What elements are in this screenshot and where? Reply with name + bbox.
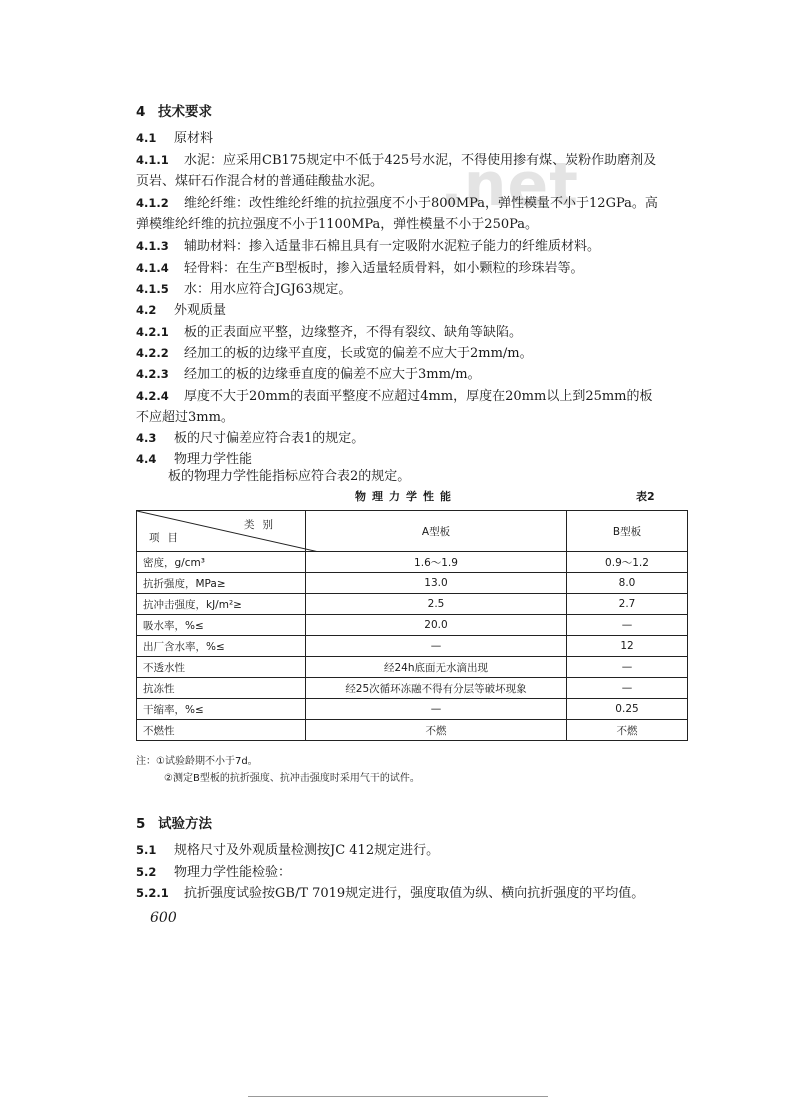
clause-number: 4.2.3 xyxy=(136,367,169,381)
clause-text: 轻骨料：在生产B型板时，掺入适量轻质骨料，如小颗粒的珍珠岩等。 xyxy=(184,261,584,276)
table-note-2: ②测定B型板的抗折强度、抗冲击强度时采用气干的试件。 xyxy=(164,773,420,784)
table-row xyxy=(137,657,688,678)
clause-number: 4.2.4 xyxy=(136,389,169,403)
row-item: 吸水率，%≤ xyxy=(137,615,306,636)
clause-4-1-2-line1 xyxy=(136,193,688,214)
clause-number: 4.3 xyxy=(136,431,157,445)
clause-number: 4.1.1 xyxy=(136,153,169,167)
diagonal-header-cell xyxy=(137,511,306,552)
table-title: 物理力学性能 xyxy=(355,490,457,503)
clause-number: 4.2 xyxy=(136,303,157,317)
section-4-heading xyxy=(136,100,212,120)
row-a-value: 经24h底面无水滴出现 xyxy=(306,657,567,678)
row-a-value: 13.0 xyxy=(306,573,567,594)
header-a-type: A型板 xyxy=(306,511,567,552)
row-a-value: 不燃 xyxy=(306,720,567,741)
row-b-value: — xyxy=(567,678,688,699)
properties-table xyxy=(136,510,688,741)
clause-4-2-4-line2: 不应超过3mm。 xyxy=(136,410,234,425)
clause-text: 物理力学性能检验： xyxy=(174,865,292,880)
clause-4-1-1-line1 xyxy=(136,150,688,171)
clause-text: 水泥：应采用CB175规定中不低于425号水泥，不得使用掺有煤、炭粉作助磨剂及 xyxy=(184,153,657,168)
clause-text: 厚度不大于20mm的表面平整度不应超过4mm，厚度在20mm以上到25mm的板 xyxy=(184,389,653,404)
clause-number: 5.2.1 xyxy=(136,886,169,900)
row-item: 不透水性 xyxy=(137,657,306,678)
section-title: 试验方法 xyxy=(158,816,212,832)
section-number: 5 xyxy=(136,816,146,832)
row-item: 干缩率，%≤ xyxy=(137,699,306,720)
row-b-value: 12 xyxy=(567,636,688,657)
clause-number: 5.1 xyxy=(136,843,157,857)
clause-text: 板的尺寸偏差应符合表1的规定。 xyxy=(174,431,365,446)
clause-number: 4.2.1 xyxy=(136,325,169,339)
clause-4-1-2-line2: 弹模维纶纤维的抗拉强度不小于1100MPa，弹性模量不小于250Pa。 xyxy=(136,217,539,232)
clause-number: 4.2.2 xyxy=(136,346,169,360)
row-a-value: — xyxy=(306,636,567,657)
row-item: 密度，g/cm³ xyxy=(137,552,306,573)
row-a-value: 经25次循环冻融不得有分层等破坏现象 xyxy=(306,678,567,699)
clause-4-1-4 xyxy=(136,258,688,279)
clause-5-1 xyxy=(136,840,688,861)
clause-number: 4.1.4 xyxy=(136,261,169,275)
clause-4-1 xyxy=(136,128,688,149)
header-b-type: B型板 xyxy=(567,511,688,552)
clause-text: 规格尺寸及外观质量检测按JC 412规定进行。 xyxy=(174,843,440,858)
row-b-value: 0.9～1.2 xyxy=(567,552,688,573)
clause-text: 物理力学性能 xyxy=(174,452,253,467)
clause-number: 4.1.3 xyxy=(136,239,169,253)
clause-4-4-body: 板的物理力学性能指标应符合表2的规定。 xyxy=(168,469,411,484)
row-b-value: 2.7 xyxy=(567,594,688,615)
header-category: 类别 xyxy=(244,519,281,531)
row-b-value: 8.0 xyxy=(567,573,688,594)
clause-5-2 xyxy=(136,862,688,883)
clause-number: 4.1.2 xyxy=(136,196,169,210)
clause-4-2-4-line1 xyxy=(136,386,688,407)
clause-text: 原材料 xyxy=(174,131,214,146)
clause-text: 外观质量 xyxy=(174,303,227,318)
clause-4-1-3 xyxy=(136,236,688,257)
section-number: 4 xyxy=(136,104,146,120)
bottom-rule xyxy=(248,1096,548,1097)
table-row xyxy=(137,699,688,720)
table-header-row xyxy=(137,511,688,552)
clause-text: 经加工的板的边缘平直度，长或宽的偏差不应大于2mm/m。 xyxy=(184,346,533,361)
row-a-value: 20.0 xyxy=(306,615,567,636)
row-a-value: 2.5 xyxy=(306,594,567,615)
table-row xyxy=(137,636,688,657)
row-b-value: — xyxy=(567,615,688,636)
clause-text: 板的正表面应平整，边缘整齐，不得有裂纹、缺角等缺陷。 xyxy=(184,325,523,340)
row-item: 抗折强度，MPa≥ xyxy=(137,573,306,594)
clause-5-2-1 xyxy=(136,883,688,904)
clause-4-2-1 xyxy=(136,322,688,343)
clause-4-3 xyxy=(136,428,688,449)
table-row xyxy=(137,573,688,594)
clause-4-2-3 xyxy=(136,364,688,385)
row-b-value: — xyxy=(567,657,688,678)
table-row xyxy=(137,615,688,636)
table-number: 表2 xyxy=(636,490,655,503)
clause-text: 辅助材料：掺入适量非石棉且具有一定吸附水泥粒子能力的纤维质材料。 xyxy=(184,239,601,254)
row-item: 抗冲击强度，kJ/m²≥ xyxy=(137,594,306,615)
clause-4-2 xyxy=(136,300,688,321)
clause-text: 水：用水应符合JGJ63规定。 xyxy=(184,282,352,297)
clause-number: 4.1 xyxy=(136,131,157,145)
page-number: 600 xyxy=(150,910,177,926)
row-a-value: — xyxy=(306,699,567,720)
row-item: 不燃性 xyxy=(137,720,306,741)
row-b-value: 不燃 xyxy=(567,720,688,741)
row-a-value: 1.6～1.9 xyxy=(306,552,567,573)
clause-text: 经加工的板的边缘垂直度的偏差不应大于3mm/m。 xyxy=(184,367,481,382)
table-row xyxy=(137,552,688,573)
clause-text: 抗折强度试验按GB/T 7019规定进行，强度取值为纵、横向抗折强度的平均值。 xyxy=(184,886,645,901)
watermark: .net xyxy=(440,150,579,220)
clause-text: 维纶纤维：改性维纶纤维的抗拉强度不小于800MPa，弹性模量不小于12GPa。高 xyxy=(184,196,658,211)
clause-4-1-5 xyxy=(136,279,688,300)
table-row xyxy=(137,678,688,699)
table-row xyxy=(137,594,688,615)
clause-number: 5.2 xyxy=(136,865,157,879)
clause-number: 4.4 xyxy=(136,452,157,466)
table-row xyxy=(137,720,688,741)
row-item: 抗冻性 xyxy=(137,678,306,699)
table-note-1: 注：①试验龄期不小于7d。 xyxy=(136,756,258,767)
section-title: 技术要求 xyxy=(158,104,212,120)
header-item: 项目 xyxy=(149,532,186,544)
clause-4-1-1-line2: 页岩、煤矸石作混合材的普通硅酸盐水泥。 xyxy=(136,174,384,189)
row-item: 出厂含水率，%≤ xyxy=(137,636,306,657)
row-b-value: 0.25 xyxy=(567,699,688,720)
clause-number: 4.1.5 xyxy=(136,282,169,296)
section-5-heading xyxy=(136,812,212,832)
clause-4-2-2 xyxy=(136,343,688,364)
